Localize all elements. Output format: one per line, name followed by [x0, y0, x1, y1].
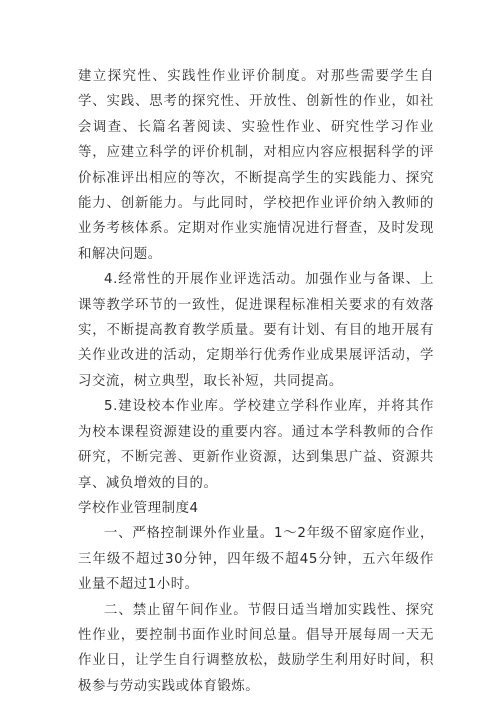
paragraph-rule-1: 一、严格控制课外作业量。1～2年级不留家庭作业，三年级不超过30分钟，四年级不超45分钟，五六年级作业量不超过1小时。 [78, 526, 434, 593]
paragraph-item-4: 4.经常性的开展作业评选活动。加强作业与备课、上课等教学环节的一致性，促进课程标准相关要求的有效落实，不断提高教育教学质量。要有计划、有目的地开展有关作业改进的活动，定期举行优秀作业成果展评活动，学习交流，树立典型，取长补短，共同提高。 [78, 272, 434, 389]
paragraph-rule-2: 二、禁止留午间作业。节假日适当增加实践性、探究性作业，要控制书面作业时间总量。倡导开展每周一天无作业日，让学生自行调整放松，鼓励学生利用好时间，积极参与劳动实践或体育锻炼。 [78, 602, 434, 694]
document-body [78, 64, 434, 699]
paragraph-evaluation-system: 建立探究性、实践性作业评价制度。对那些需要学生自学、实践、思考的探究性、开放性、创新性的作业，如社会调查、长篇名著阅读、实验性作业、研究性学习作业等，应建立科学的评价机制，对相应内容应根据科学的评价标准评出相应的等次，不断提高学生的实践能力、探究能力、创新能力。与此同时，学校把作业评价纳入教师的业务考核体系。定期对作业实施情况进行督查，及时发现和解决问题。 [78, 69, 434, 262]
paragraph-item-5: 5.建设校本作业库。学校建立学科作业库，并将其作为校本课程资源建设的重要内容。通过本学科教师的合作研究，不断完善、更新作业资源，达到集思广益、资源共享、减负增效的目的。 [78, 399, 434, 491]
section-heading: 学校作业管理制度4 [78, 500, 199, 516]
